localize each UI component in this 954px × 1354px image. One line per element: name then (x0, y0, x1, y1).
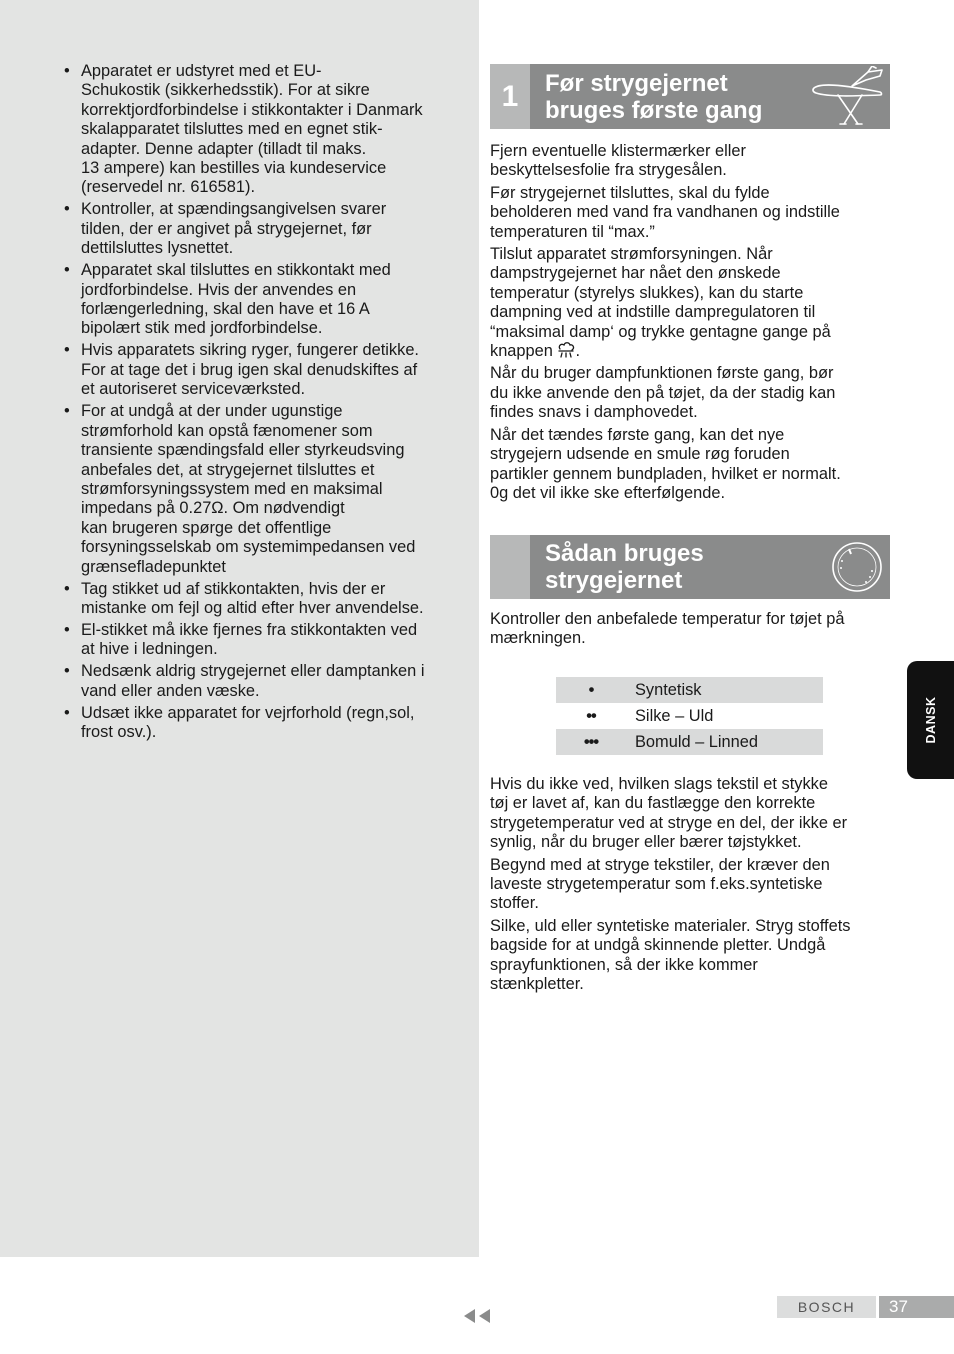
section2-title: Sådan bruges strygejernet (545, 540, 704, 594)
list-item: • For at undgå at der under ugunstige strømforhold kan opstå fænomener som transiente spændingsfald eller styrkeudsving anbefales det, at strygejernet tilsluttes et strømforsyningssystem med en maksimal impedans på 0.27Ω. Om nødvendigt kan brugeren spørge det offentlige forsyningsselskab om systemimpedansen ved grænsefladepunktet (62, 402, 464, 577)
section-number-box (490, 535, 530, 599)
steam-paragraph-line (490, 342, 892, 361)
section1-header (490, 64, 890, 129)
language-tab[interactable] (907, 661, 954, 779)
safety-panel (0, 0, 479, 1257)
steam-line-suffix: . (575, 342, 581, 361)
section2-intro (490, 610, 892, 652)
section-number: 1 (490, 64, 530, 129)
brand-label: BOSCH (777, 1296, 876, 1318)
paragraph: Begynd med at stryge tekstiler, der kræver den laveste strygetemperatur som f.eks.syntetiske stoffer. (490, 855, 830, 913)
temperature-dots: ••• (583, 732, 599, 751)
fabric-label: Syntetisk (635, 680, 702, 699)
temperature-dots: •• (586, 706, 596, 725)
safety-bullet-list (62, 62, 464, 745)
double-left-arrow-icon[interactable] (463, 1308, 491, 1324)
list-item: • Nedsænk aldrig strygejernet eller damptanken i vand eller anden væske. (62, 662, 464, 701)
list-item: • El-stikket må ikke fjernes fra stikkontakten ved at hive i ledningen. (62, 621, 464, 660)
table-row (556, 729, 823, 755)
paragraph: Tilslut apparatet strømforsyningen. Når dampstrygejernet har nået den ønskede temperatur (styrelys slukkes), kan du starte dampning ved at indstille dampregulatoren til “maksimal damp‘ og trykke gentagne gange på (490, 245, 831, 341)
paragraph: Når det tændes første gang, kan det nye strygejern udsende en smule røg foruden partikler gennem bundpladen, hvilket er normalt. 0g det vil ikke ske efterfølgende. (490, 425, 841, 502)
list-item: • Udsæt ikke apparatet for vejrforhold (regn,sol, frost osv.). (62, 704, 464, 743)
temperature-dial-icon (830, 541, 884, 593)
section1-title: Før strygejernet bruges første gang (545, 70, 763, 124)
temperature-table (556, 677, 823, 755)
paragraph: Når du bruger dampfunktionen første gang, bør du ikke anvende den på tøjet, da der stadig kan findes snavs i damphovedet. (490, 364, 836, 422)
section2-header (490, 535, 890, 599)
table-row (556, 677, 823, 703)
page-number: 37 (879, 1296, 954, 1318)
fabric-label: Silke – Uld (635, 706, 714, 725)
steam-line-prefix: knappen (490, 342, 553, 361)
ironing-board-icon (810, 66, 888, 128)
paragraph: Fjern eventuelle klistermærker eller beskyttelsesfolie fra strygesålen. (490, 142, 746, 180)
language-tab-label: DANSK (923, 696, 938, 744)
section1-body (490, 142, 892, 506)
paragraph: Hvis du ikke ved, hvilken slags tekstil et stykke tøj er lavet af, kan du fastlægge den korrekte strygetemperatur ved at stryge en del, der ikke er synlig, når du bruger eller bærer tøjstykket. (490, 775, 848, 852)
temperature-dots: • (588, 680, 594, 699)
paragraph: Silke, uld eller syntetiske materialer. Stryg stoffets bagside for at undgå skinnende pletter. Undgå sprayfunktionen, så der ikke kommer stænkpletter. (490, 916, 851, 994)
list-item: • Tag stikket ud af stikkontakten, hvis der er mistanke om fejl og altid efter hver anvendelse. (62, 580, 464, 619)
paragraph: Kontroller den anbefalede temperatur for tøjet på mærkningen. (490, 610, 845, 648)
list-item: • Hvis apparatets sikring ryger, fungerer detikke. For at tage det i brug igen skal denudskiftes af et autoriseret serviceværksted. (62, 341, 464, 399)
list-item: • Apparatet er udstyret med et EU- Schukostik (sikkerhedsstik). For at sikre korrektjordforbindelse i stikkontakter i Danmark skalapparatet tilsluttes med en egnet stik- adapter. Denne adapter (tilladt til maks. 13 ampere) kan bestilles via kundeservice (reservedel nr. 616581). (62, 62, 464, 198)
paragraph: Før strygejernet tilsluttes, skal du fylde beholderen med vand fra vandhanen og indstille temperaturen til “max.” (490, 183, 840, 241)
list-item: • Apparatet skal tilsluttes en stikkontakt med jordforbindelse. Hvis der anvendes en forlængerledning, skal den have et 16 A bipolært stik med jordforbindelse. (62, 261, 464, 339)
table-row (556, 703, 823, 729)
list-item: • Kontroller, at spændingsangivelsen svarer tilden, der er angivet på strygejernet, før dettilsluttes lysnettet. (62, 200, 464, 258)
section2-body (490, 775, 892, 997)
fabric-label: Bomuld – Linned (635, 732, 759, 751)
steam-burst-icon (557, 342, 575, 358)
